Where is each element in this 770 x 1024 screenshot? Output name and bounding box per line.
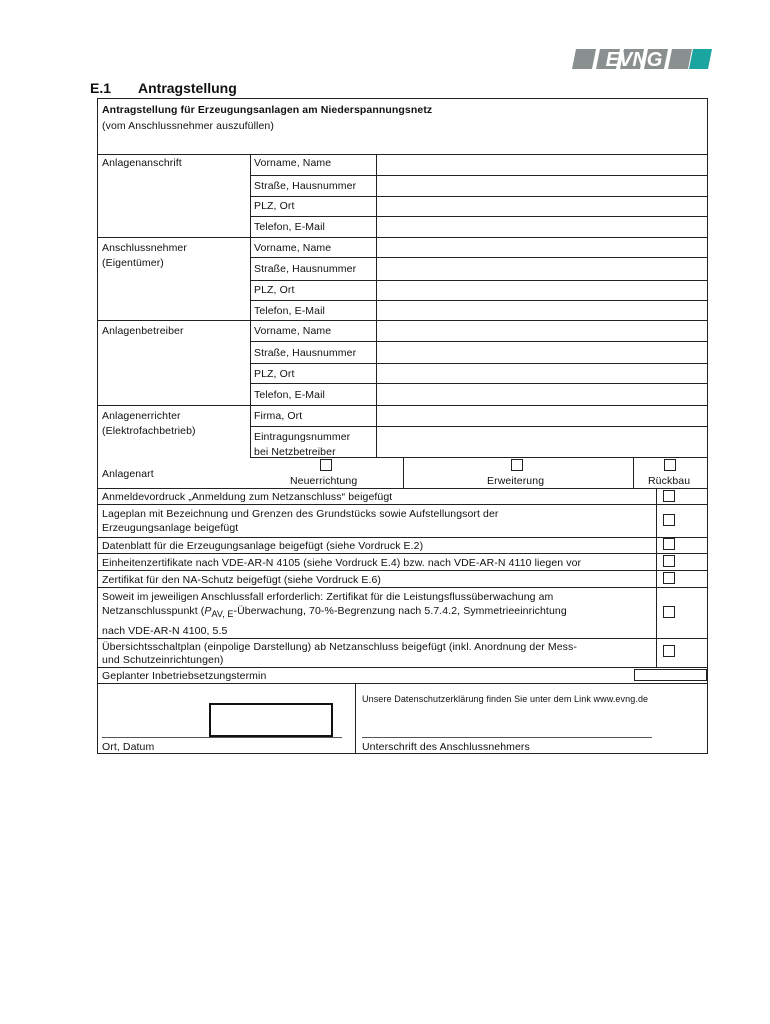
checklist-item: Einheitenzertifikate nach VDE-AR-N 4105 (siehe Vordruck E.4) bzw. nach VDE-AR-N 4110 liegen vor: [102, 557, 582, 569]
checklist-item: Datenblatt für die Erzeugungsanlage beigefügt (siehe Vordruck E.2): [102, 540, 424, 552]
section-title: Antragstellung: [138, 80, 237, 96]
field-label: Telefon, E-Mail: [254, 389, 325, 401]
checkbox-lageplan[interactable]: [663, 514, 675, 526]
checkbox-na-schutz[interactable]: [663, 572, 675, 584]
divider: [250, 154, 251, 457]
checkbox-anmeldevordruck[interactable]: [663, 490, 675, 502]
checklist-item-line: Netzanschlusspunkt (PAV, E-Überwachung, 70-%-Begrenzung nach 5.7.4.2, Symmetrieeinrichtung: [102, 605, 567, 619]
field-label: Eintragungsnummer: [254, 431, 351, 443]
field-label: Vorname, Name: [254, 157, 332, 169]
checklist-item: Anmeldevordruck „Anmeldung zum Netzanschluss“ beigefügt: [102, 491, 393, 503]
field-label: PLZ, Ort: [254, 200, 295, 212]
checkbox-leistungsfluss[interactable]: [663, 606, 675, 618]
form-header-note: (vom Anschlussnehmer auszufüllen): [102, 120, 274, 132]
label-anlagenart: Anlagenart: [102, 468, 154, 480]
divider: [376, 154, 377, 457]
option-neuerrichtung: Neuerrichtung: [290, 475, 358, 487]
checkbox-neuerrichtung[interactable]: [320, 459, 332, 471]
label-anlagenanschrift: Anlagenanschrift: [102, 157, 182, 169]
checkbox-rueckbau[interactable]: [664, 459, 676, 471]
option-erweiterung: Erweiterung: [487, 475, 545, 487]
field-label: bei Netzbetreiber: [254, 446, 336, 458]
field-label: Telefon, E-Mail: [254, 305, 325, 317]
field-label: Straße, Hausnummer: [254, 263, 357, 275]
field-label: Vorname, Name: [254, 242, 332, 254]
privacy-note: Unsere Datenschutzerklärung finden Sie unter dem Link www.evng.de: [362, 694, 649, 704]
field-label: Straße, Hausnummer: [254, 347, 357, 359]
label-elektrofachbetrieb: (Elektrofachbetrieb): [102, 425, 196, 437]
checklist-item: und Schutzeinrichtungen): [102, 654, 224, 666]
checkbox-datenblatt[interactable]: [663, 538, 675, 550]
checklist-item: Zertifikat für den NA-Schutz beigefügt (siehe Vordruck E.6): [102, 574, 382, 586]
date-input[interactable]: [634, 669, 707, 681]
field-label: Firma, Ort: [254, 410, 303, 422]
label-anlagenerrichter: Anlagenerrichter: [102, 410, 181, 422]
field-label: Straße, Hausnummer: [254, 180, 357, 192]
checklist-item: Übersichtsschaltplan (einpolige Darstellung) ab Netzanschluss beigefügt (inkl. Anordnung der Mess-: [102, 641, 577, 653]
checklist-item: Lageplan mit Bezeichnung und Grenzen des Grundstücks sowie Aufstellungsort der: [102, 508, 499, 520]
checklist-item: nach VDE-AR-N 4100, 5.5: [102, 625, 228, 637]
place-date-input[interactable]: [209, 703, 333, 737]
section-number: E.1: [90, 80, 112, 96]
field-label: Vorname, Name: [254, 325, 332, 337]
label-unterschrift: Unterschrift des Anschlussnehmers: [362, 741, 530, 753]
checklist-item: Erzeugungsanlage beigefügt: [102, 522, 239, 534]
checklist-item: Soweit im jeweiligen Anschlussfall erforderlich: Zertifikat für die Leistungsflussüberwachung am: [102, 591, 554, 603]
label-eigentuemer: (Eigentümer): [102, 257, 164, 269]
field-label: PLZ, Ort: [254, 368, 295, 380]
form-header-title: Antragstellung für Erzeugungsanlagen am Niederspannungsnetz: [102, 104, 433, 116]
checkbox-erweiterung[interactable]: [511, 459, 523, 471]
label-anschlussnehmer: Anschlussnehmer: [102, 242, 187, 254]
label-anlagenbetreiber: Anlagenbetreiber: [102, 325, 184, 337]
checkbox-uebersichtsschaltplan[interactable]: [663, 645, 675, 657]
option-rueckbau: Rückbau: [648, 475, 691, 487]
evng-logo: [570, 48, 713, 70]
checkbox-einheitenzertifikate[interactable]: [663, 555, 675, 567]
logo-text: EVNG: [605, 49, 663, 70]
field-label: PLZ, Ort: [254, 284, 295, 296]
field-label: Telefon, E-Mail: [254, 221, 325, 233]
label-inbetriebsetzung: Geplanter Inbetriebsetzungstermin: [102, 670, 267, 682]
label-ort-datum: Ort, Datum: [102, 741, 155, 753]
divider: [97, 154, 708, 155]
